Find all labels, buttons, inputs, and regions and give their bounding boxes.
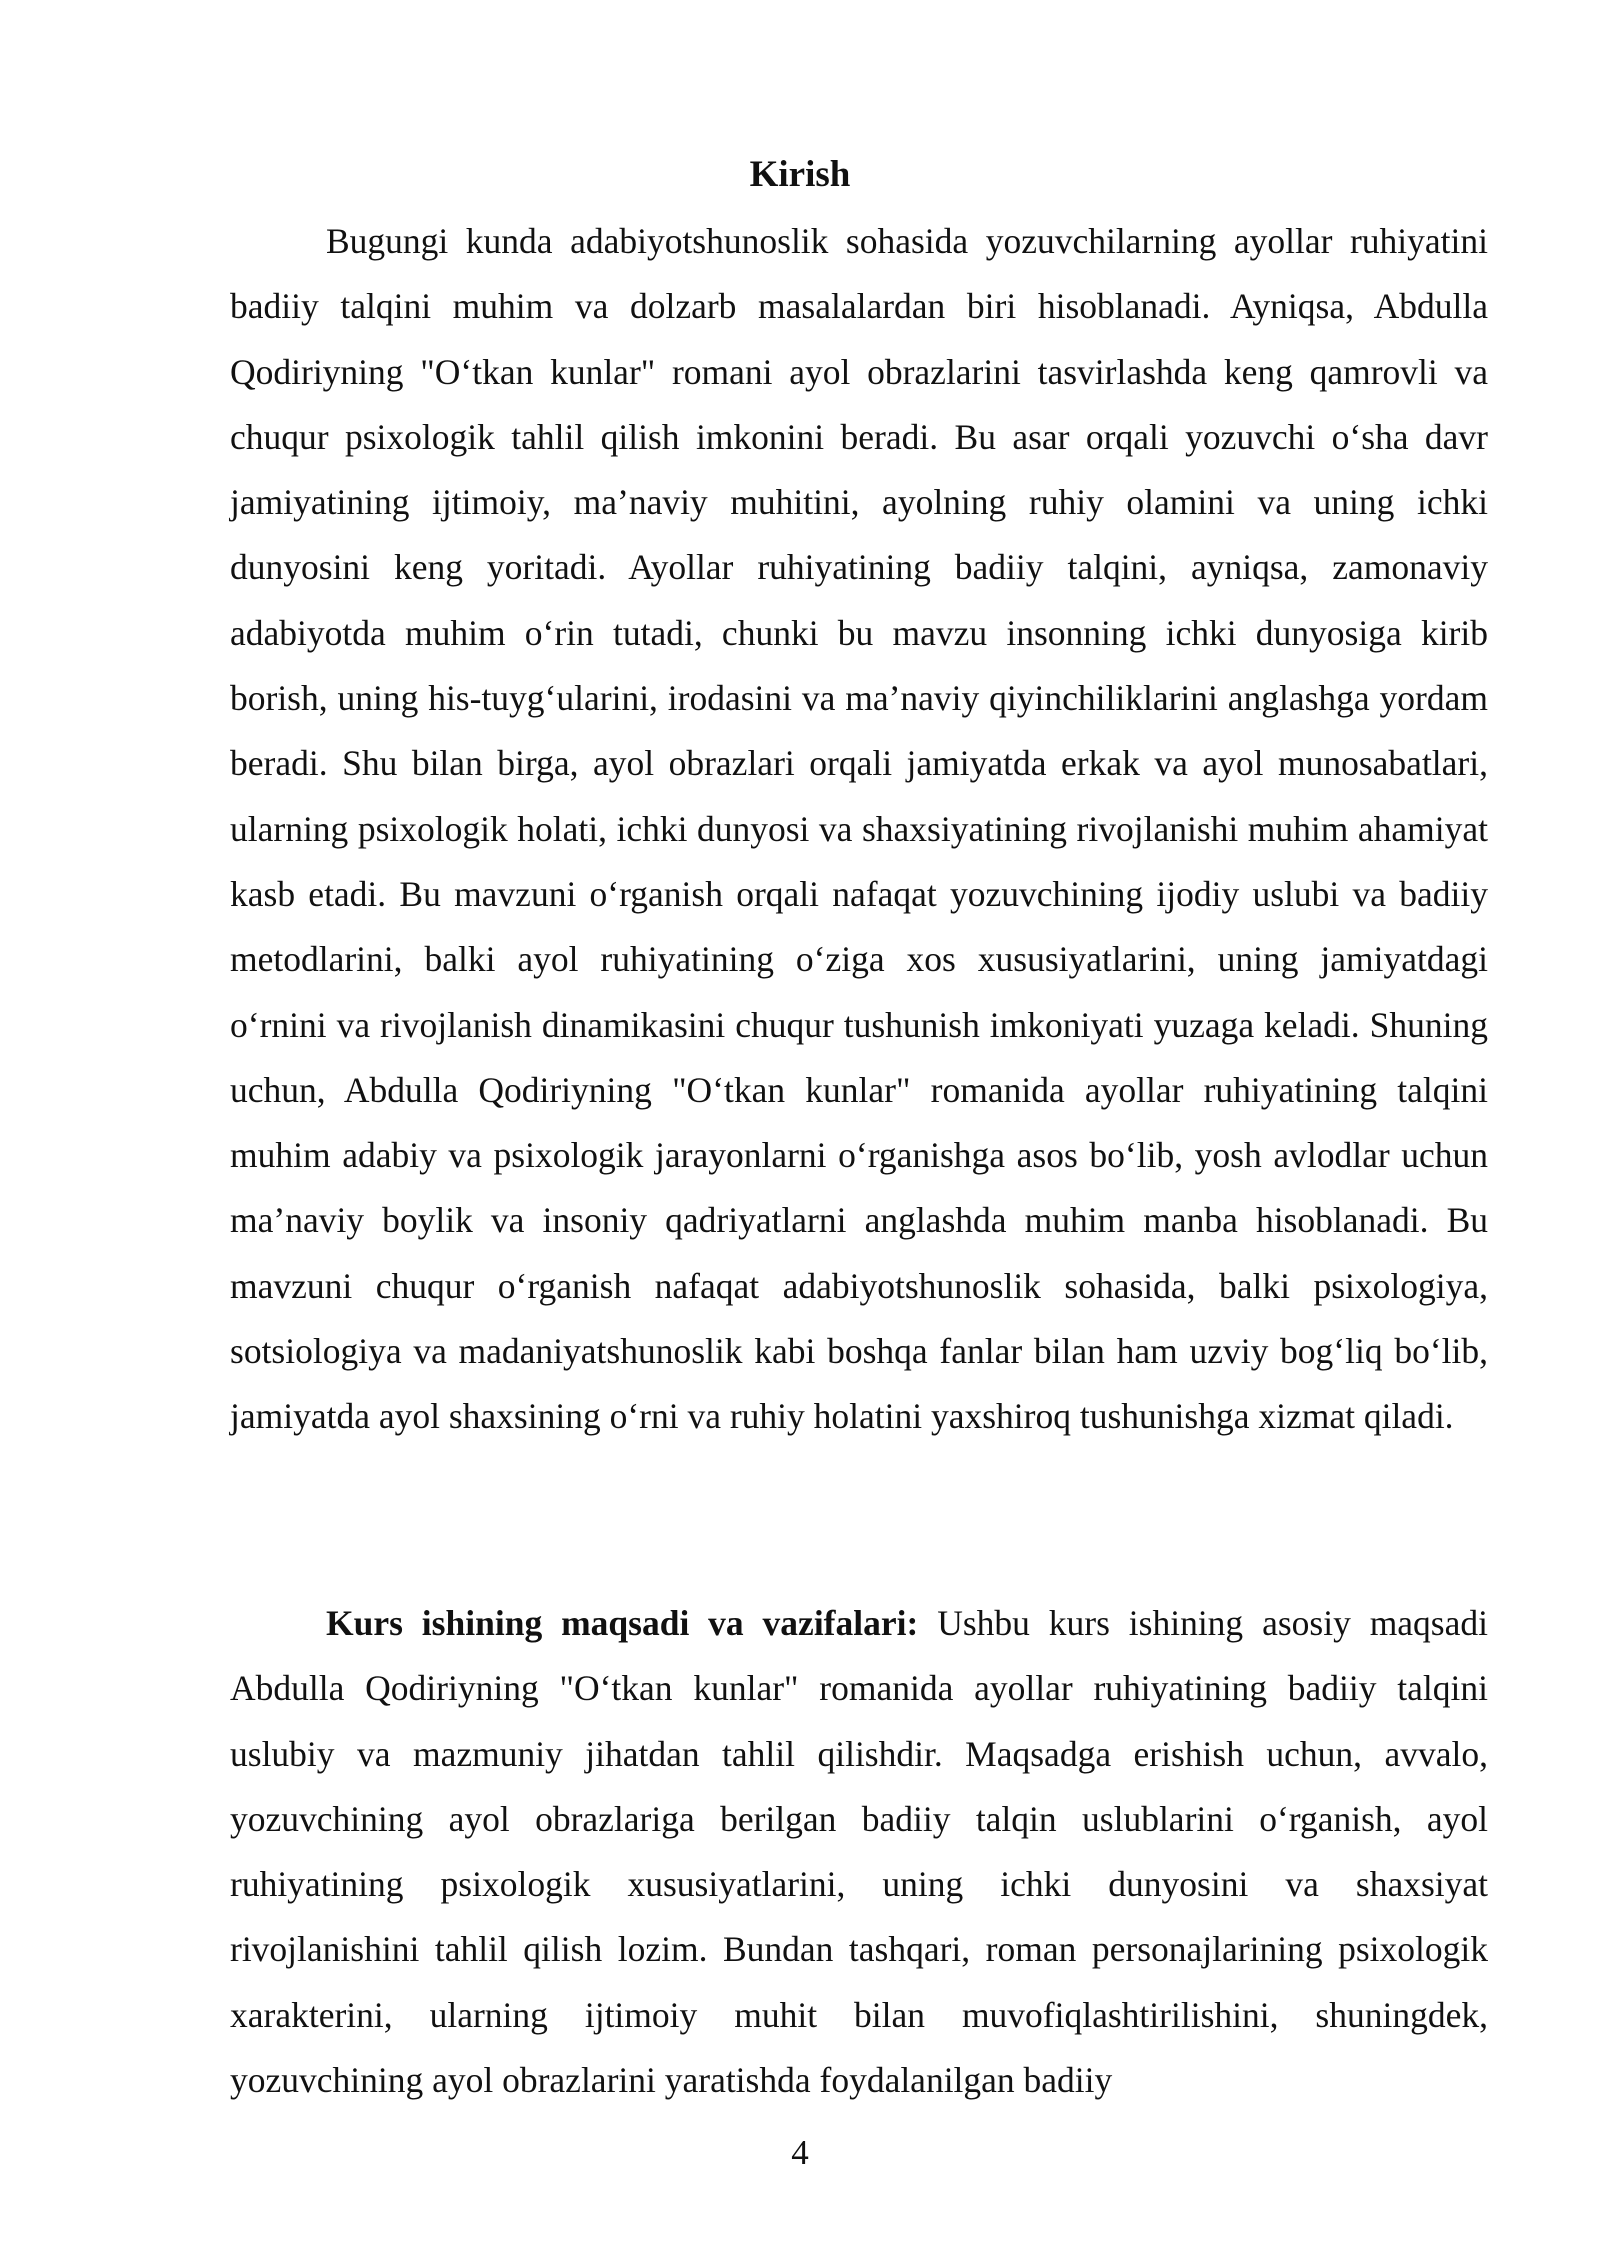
goals-text: Ushbu kurs ishining asosiy maqsadi Abdulla Qodiriyning "O‘tkan kunlar" romanida ayollar ruhiyatining badiiy talqini uslubiy va mazmuniy jihatdan tahlil qilishdir. Maqsadga erishish uchun, avvalo, yozuvchining ayol obrazlariga berilgan badiiy talqin uslublarini o‘rganish, ayol ruhiyatining psixologik xususiyatlarini, uning ichki dunyosini va shaxsiyat rivojlanishini tahlil qilish lozim. Bundan tashqari, roman personajlarining psixologik xarakterini, ularning ijtimoiy muhit bilan muvofiqlashtirilishini, shuningdek, yozuvchining ayol obrazlarini yaratishda foydalanilgan badiiy (230, 1603, 1488, 2101)
goals-paragraph (230, 1591, 1488, 2113)
page-number: 4 (791, 2133, 809, 2172)
goals-lead: Kurs ishining maqsadi va vazifalari: (326, 1603, 919, 1643)
section-heading: Kirish (749, 154, 851, 195)
intro-paragraph: Bugungi kunda adabiyotshunoslik sohasida yozuvchilarning ayollar ruhiyatini badiiy talqini muhim va dolzarb masalalardan biri hisoblanadi. Ayniqsa, Abdulla Qodiriyning "O‘tkan kunlar" romani ayol obrazlarini tasvirlashda keng qamrovli va chuqur psixologik tahlil qilish imkonini beradi. Bu asar orqali yozuvchi o‘sha davr jamiyatining ijtimoiy, ma’naviy muhitini, ayolning ruhiy olamini va uning ichki dunyosini keng yoritadi. Ayollar ruhiyatining badiiy talqini, ayniqsa, zamonaviy adabiyotda muhim o‘rin tutadi, chunki bu mavzu insonning ichki dunyosiga kirib borish, uning his-tuyg‘ularini, irodasini va ma’naviy qiyinchiliklarini anglashga yordam beradi. Shu bilan birga, ayol obrazlari orqali jamiyatda erkak va ayol munosabatlari, ularning psixologik holati, ichki dunyosi va shaxsiyatining rivojlanishi muhim ahamiyat kasb etadi. Bu mavzuni o‘rganish orqali nafaqat yozuvchining ijodiy uslubi va badiiy metodlarini, balki ayol ruhiyatining o‘ziga xos xususiyatlarini, uning jamiyatdagi o‘rnini va rivojlanish dinamikasini chuqur tushunish imkoniyati yuzaga keladi. Shuning uchun, Abdulla Qodiriyning "O‘tkan kunlar" romanida ayollar ruhiyatining talqini muhim adabiy va psixologik jarayonlarni o‘rganishga asos bo‘lib, yosh avlodlar uchun ma’naviy boylik va insoniy qadriyatlarni anglashda muhim manba hisoblanadi. Bu mavzuni chuqur o‘rganish nafaqat adabiyotshunoslik sohasida, balki psixologiya, sotsiologiya va madaniyatshunoslik kabi boshqa fanlar bilan ham uzviy bog‘liq bo‘lib, jamiyatda ayol shaxsining o‘rni va ruhiy holatini yaxshiroq tushunishga xizmat qiladi. (230, 221, 1488, 1437)
